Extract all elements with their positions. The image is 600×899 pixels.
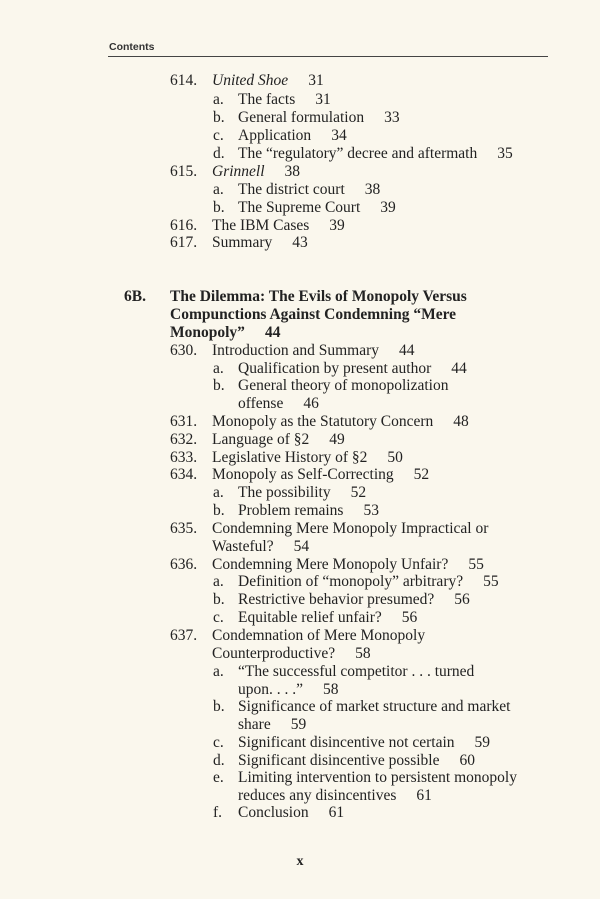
entry-page-number: 55 <box>468 556 484 573</box>
entry-title <box>212 556 484 574</box>
entry-number: b. <box>213 199 225 216</box>
entry-number: d. <box>213 145 225 162</box>
toc-entry <box>0 449 600 467</box>
toc-entry <box>0 645 600 663</box>
entry-page-number: 33 <box>384 109 400 126</box>
entry-number: d. <box>213 752 225 769</box>
entry-text: The Supreme Court <box>238 199 361 216</box>
toc-subentry <box>0 109 600 127</box>
toc-entry <box>0 538 600 556</box>
entry-text: The facts <box>238 91 296 108</box>
toc-subentry <box>0 769 600 787</box>
entry-text: The “regulatory” decree and aftermath <box>238 145 478 162</box>
entry-text: The possibility <box>238 484 331 501</box>
toc-subentry <box>0 127 600 145</box>
entry-title <box>238 145 513 163</box>
entry-page-number: 39 <box>329 217 345 234</box>
entry-number: a. <box>213 360 224 377</box>
entry-text: Conclusion <box>238 804 309 821</box>
toc-subentry <box>0 698 600 716</box>
toc-subentry <box>0 502 600 520</box>
entry-title <box>238 609 417 627</box>
entry-text: Significant disincentive possible <box>238 752 440 769</box>
entry-page-number: 55 <box>483 573 499 590</box>
entry-text: Condemning Mere Monopoly Unfair? <box>212 556 449 573</box>
entry-text: reduces any disincentives <box>238 787 397 804</box>
toc-entry <box>0 163 600 181</box>
page-number: x <box>296 854 304 869</box>
entry-page-number: 31 <box>315 91 331 108</box>
entry-number: a. <box>213 181 224 198</box>
toc-entry <box>0 520 600 538</box>
entry-number: b. <box>213 591 225 608</box>
toc-subentry <box>0 663 600 681</box>
toc-subentry <box>0 377 600 395</box>
entry-text: Compunctions Against Condemning “Mere <box>170 306 457 323</box>
entry-page-number: 58 <box>323 681 339 698</box>
entry-number: c. <box>213 127 224 144</box>
entry-title <box>212 449 403 467</box>
entry-page-number: 56 <box>454 591 470 608</box>
entry-number: c. <box>213 734 224 751</box>
toc-subentry <box>0 734 600 752</box>
entry-page-number: 43 <box>292 234 308 251</box>
entry-page-number: 35 <box>497 145 513 162</box>
entry-number: 632. <box>170 431 198 448</box>
toc-entry <box>0 217 600 235</box>
chapter-heading-line <box>0 324 600 342</box>
toc-subentry <box>0 145 600 163</box>
entry-text: Legislative History of §2 <box>212 449 368 466</box>
entry-page-number: 56 <box>401 609 418 626</box>
toc-entry <box>0 431 600 449</box>
entry-text: The IBM Cases <box>212 217 310 234</box>
entry-title <box>238 360 467 378</box>
entry-title <box>238 804 344 822</box>
chapter-heading-line <box>0 288 600 306</box>
entry-title <box>212 627 425 645</box>
entry-text: The district court <box>238 181 345 198</box>
entry-number: b. <box>213 109 225 126</box>
toc-subentry <box>0 681 600 699</box>
entry-title <box>212 431 345 449</box>
entry-text: Introduction and Summary <box>212 342 380 359</box>
entry-page-number: 38 <box>284 163 301 180</box>
entry-text: General formulation <box>238 109 365 126</box>
running-header: Contents <box>109 41 155 53</box>
entry-page-number: 54 <box>293 538 310 555</box>
entry-text: Significant disincentive not certain <box>238 734 455 751</box>
entry-text: upon. . . .” <box>238 681 304 698</box>
entry-title <box>238 573 499 591</box>
entry-title <box>170 288 467 306</box>
toc-entry <box>0 234 600 252</box>
entry-number: 635. <box>170 520 198 537</box>
entry-text: Monopoly as the Statutory Concern <box>212 413 434 430</box>
entry-page-number: 50 <box>387 449 403 466</box>
entry-title <box>238 395 319 413</box>
entry-page-number: 31 <box>308 72 324 89</box>
chapter-heading-line <box>0 306 600 324</box>
entry-page-number: 39 <box>380 199 396 216</box>
entry-text: Wasteful? <box>212 538 274 555</box>
entry-text: Summary <box>212 234 273 251</box>
entry-number: 615. <box>170 163 198 180</box>
entry-title <box>238 716 306 734</box>
toc-subentry <box>0 91 600 109</box>
entry-title <box>238 127 347 145</box>
entry-text: offense <box>238 395 284 412</box>
toc-entry <box>0 342 600 360</box>
toc-entry <box>0 627 600 645</box>
entry-title <box>212 466 429 484</box>
entry-number: 631. <box>170 413 198 430</box>
entry-title <box>238 752 475 770</box>
entry-number: 637. <box>170 627 198 644</box>
entry-text: Counterproductive? <box>212 645 336 662</box>
header-rule <box>108 56 548 57</box>
entry-page-number: 34 <box>331 127 347 144</box>
entry-number: 634. <box>170 466 198 483</box>
entry-title <box>212 163 300 181</box>
entry-title <box>238 91 331 109</box>
entry-title <box>212 538 309 556</box>
entry-title <box>238 181 380 199</box>
entry-page-number: 44 <box>451 360 467 377</box>
toc-entry <box>0 413 600 431</box>
entry-title <box>212 72 324 90</box>
entry-text: Qualification by present author <box>238 360 432 377</box>
entry-number: a. <box>213 663 224 680</box>
entry-page-number: 48 <box>453 413 469 430</box>
entry-text: Monopoly as Self-Correcting <box>212 466 394 483</box>
toc-subentry <box>0 360 600 378</box>
entry-page-number: 58 <box>355 645 371 662</box>
entry-text: General theory of monopolization <box>238 377 449 394</box>
entry-number: c. <box>213 609 224 626</box>
entry-number: 636. <box>170 556 198 573</box>
entry-page-number: 61 <box>328 804 345 821</box>
entry-number: e. <box>213 769 224 786</box>
entry-title <box>212 413 469 431</box>
entry-title <box>238 787 432 805</box>
entry-number: f. <box>213 804 223 821</box>
toc-entry <box>0 466 600 484</box>
entry-page-number: 59 <box>474 734 491 751</box>
entry-title <box>212 234 308 252</box>
toc-subentry <box>0 804 600 822</box>
entry-page-number: 59 <box>290 716 307 733</box>
toc-subentry <box>0 716 600 734</box>
entry-title <box>238 109 400 127</box>
entry-title <box>212 342 415 360</box>
entry-number: 6B. <box>124 288 146 305</box>
entry-title <box>238 734 490 752</box>
entry-text: The Dilemma: The Evils of Monopoly Versus <box>170 288 467 305</box>
toc-subentry <box>0 752 600 770</box>
entry-text: share <box>238 716 271 733</box>
toc-subentry <box>0 395 600 413</box>
entry-text: Grinnell <box>212 163 265 180</box>
entry-number: b. <box>213 377 225 394</box>
entry-text: Definition of “monopoly” arbitrary? <box>238 573 464 590</box>
entry-page-number: 46 <box>303 395 319 412</box>
entry-title <box>170 324 280 342</box>
entry-text: Application <box>238 127 312 144</box>
entry-title <box>238 663 474 681</box>
entry-number: 617. <box>170 234 198 251</box>
entry-number: 614. <box>170 72 198 89</box>
entry-page-number: 44 <box>399 342 415 359</box>
entry-number: 633. <box>170 449 198 466</box>
entry-title <box>238 698 510 716</box>
entry-title <box>238 502 379 520</box>
entry-number: 616. <box>170 217 198 234</box>
toc-subentry <box>0 199 600 217</box>
entry-title <box>238 681 339 699</box>
entry-page-number: 61 <box>416 787 432 804</box>
entry-number: 630. <box>170 342 198 359</box>
entry-title <box>238 199 396 217</box>
toc-subentry <box>0 484 600 502</box>
entry-text: Problem remains <box>238 502 344 519</box>
toc-subentry <box>0 573 600 591</box>
entry-title <box>212 520 488 538</box>
entry-text: Language of §2 <box>212 431 310 448</box>
entry-title <box>212 217 345 235</box>
entry-page-number: 53 <box>363 502 379 519</box>
entry-text: Limiting intervention to persistent monopoly <box>238 769 517 786</box>
toc-subentry <box>0 787 600 805</box>
entry-text: Restrictive behavior presumed? <box>238 591 435 608</box>
entry-number: a. <box>213 573 224 590</box>
entry-number: a. <box>213 484 224 501</box>
entry-title <box>170 306 456 324</box>
entry-page-number: 38 <box>364 181 381 198</box>
entry-title <box>212 645 371 663</box>
entry-title <box>238 769 517 787</box>
entry-text: Condemning Mere Monopoly Impractical or <box>212 520 489 537</box>
entry-text: United Shoe <box>212 72 289 89</box>
toc-subentry <box>0 591 600 609</box>
entry-text: Condemnation of Mere Monopoly <box>212 627 426 644</box>
entry-number: a. <box>213 91 224 108</box>
entry-number: b. <box>213 502 225 519</box>
entry-text: Monopoly” <box>170 324 245 341</box>
toc-subentry <box>0 181 600 199</box>
entry-title <box>238 591 470 609</box>
entry-page-number: 52 <box>350 484 367 501</box>
entry-page-number: 52 <box>413 466 430 483</box>
entry-text: Equitable relief unfair? <box>238 609 382 626</box>
entry-number: b. <box>213 698 225 715</box>
entry-text: “The successful competitor . . . turned <box>238 663 475 680</box>
toc-subentry <box>0 609 600 627</box>
entry-title <box>238 377 448 395</box>
toc-entry <box>0 556 600 574</box>
entry-text: Significance of market structure and market <box>238 698 511 715</box>
entry-page-number: 49 <box>329 431 345 448</box>
entry-title <box>238 484 366 502</box>
entry-page-number: 44 <box>264 324 281 341</box>
entry-page-number: 60 <box>459 752 475 769</box>
toc-entry <box>0 72 600 90</box>
